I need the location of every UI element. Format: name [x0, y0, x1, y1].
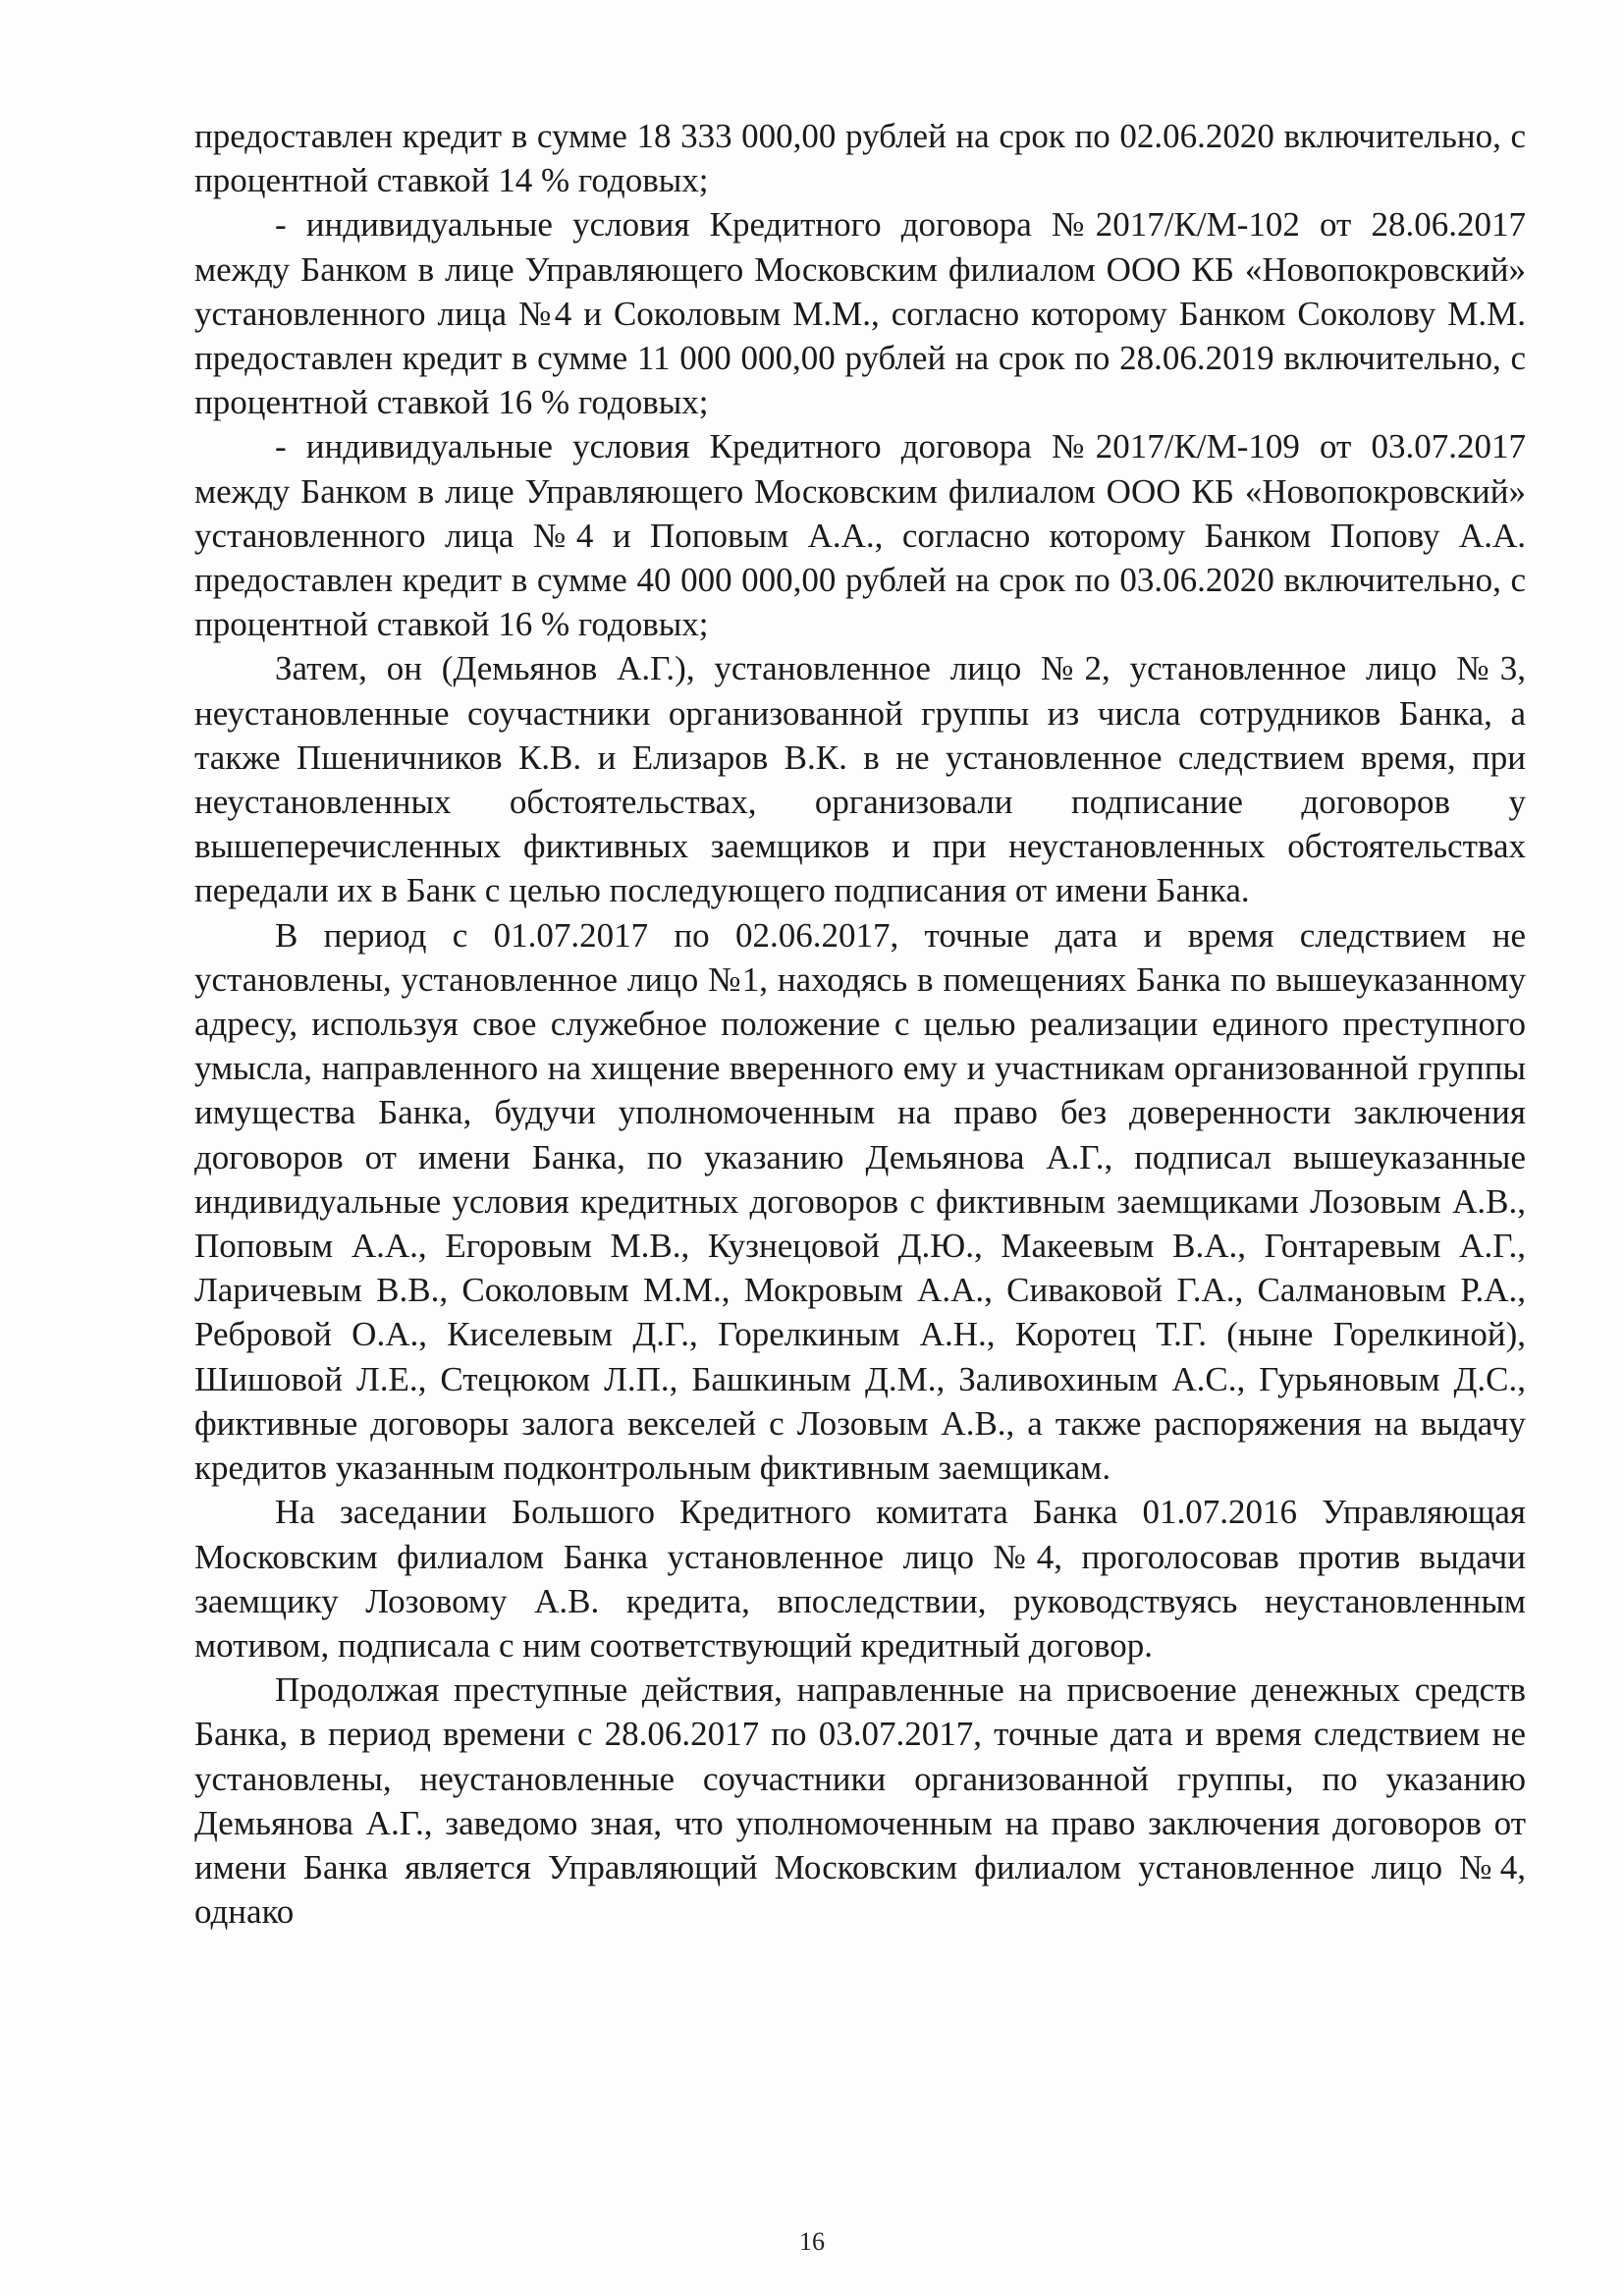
- paragraph-loan-continuation: предоставлен кредит в сумме 18 333 000,00 рублей на срок по 02.06.2020 включительно, с процентной ставкой 14 % годовых;: [194, 117, 1526, 200]
- paragraph-loan-popov: - индивидуальные условия Кредитного договора №2017/К/М-109 от 03.07.2017 между Банком в лице Управляющего Московским филиалом ООО КБ «Новопокровский» установленного лица №4 и Поповым А.А., согласно которому Банком Попову А.А. предоставлен кредит в сумме 40 000 000,00 рублей на срок по 03.06.2020 включительно, с процентной ставкой 16 % годовых;: [194, 427, 1526, 644]
- paragraph-period-signing: В период с 01.07.2017 по 02.06.2017, точные дата и время следствием не установлены, установленное лицо №1, находясь в помещениях Банка по вышеуказанному адресу, используя свое служебное положение с целью реализации единого преступного умысла, направленного на хищение вверенного ему и участникам организованной группы имущества Банка, будучи уполномоченным на право без доверенности заключения договоров от имени Банка, по указанию Демьянова А.Г., подписал вышеуказанные индивидуальные условия кредитных договоров с фиктивным заемщиками Лозовым А.В., Поповым А.А., Егоровым М.В., Кузнецовой Д.Ю., Макеевым В.А., Гонтаревым А.Г., Ларичевым В.В., Соколовым М.М., Мокровым А.А., Сиваковой Г.А., Салмановым Р.А., Ребровой О.А., Киселевым Д.Г., Горелкиным А.Н., Коротец Т.Г. (ныне Горелкиной), Шишовой Л.Е., Стецюком Л.П., Башкиным Д.М., Заливохиным А.С., Гурьяновым Д.С., фиктивные договоры залога векселей с Лозовым А.В., а также распоряжения на выдачу кредитов указанным подконтрольным фиктивным заемщикам.: [194, 915, 1526, 1488]
- paragraph-contract-signing: Затем, он (Демьянов А.Г.), установленное лицо №2, установленное лицо №3, неустановленные соучастники организованной группы из числа сотрудников Банка, а также Пшеничников К.В. и Елизаров В.К. в не установленное следствием время, при неустановленных обстоятельствах, организовали подписание договоров у вышеперечисленных фиктивных заемщиков и при неустановленных обстоятельствах передали их в Банк с целью последующего подписания от имени Банка.: [194, 649, 1526, 910]
- paragraph-loan-sokolov: - индивидуальные условия Кредитного договора №2017/К/М-102 от 28.06.2017 между Банком в лице Управляющего Московским филиалом ООО КБ «Новопокровский» установленного лица №4 и Соколовым М.М., согласно которому Банком Соколову М.М. предоставлен кредит в сумме 11 000 000,00 рублей на срок по 28.06.2019 включительно, с процентной ставкой 16 % годовых;: [194, 205, 1526, 422]
- paragraph-continued-actions: Продолжая преступные действия, направленные на присвоение денежных средств Банка, в период времени с 28.06.2017 по 03.07.2017, точные дата и время следствием не установлены, неустановленные соучастники организованной группы, по указанию Демьянова А.Г., заведомо зная, что уполномоченным на право заключения договоров от имени Банка является Управляющий Московским филиалом установленное лицо №4, однако: [194, 1670, 1526, 1932]
- document-body: [194, 114, 1526, 1934]
- page-number: 16: [799, 2227, 825, 2256]
- paragraph-credit-committee: На заседании Большого Кредитного комитата Банка 01.07.2016 Управляющая Московским филиалом Банка установленное лицо №4, проголосовав против выдачи заемщику Лозовому А.В. кредита, впоследствии, руководствуясь неустановленным мотивом, подписала с ним соответствующий кредитный договор.: [194, 1493, 1526, 1665]
